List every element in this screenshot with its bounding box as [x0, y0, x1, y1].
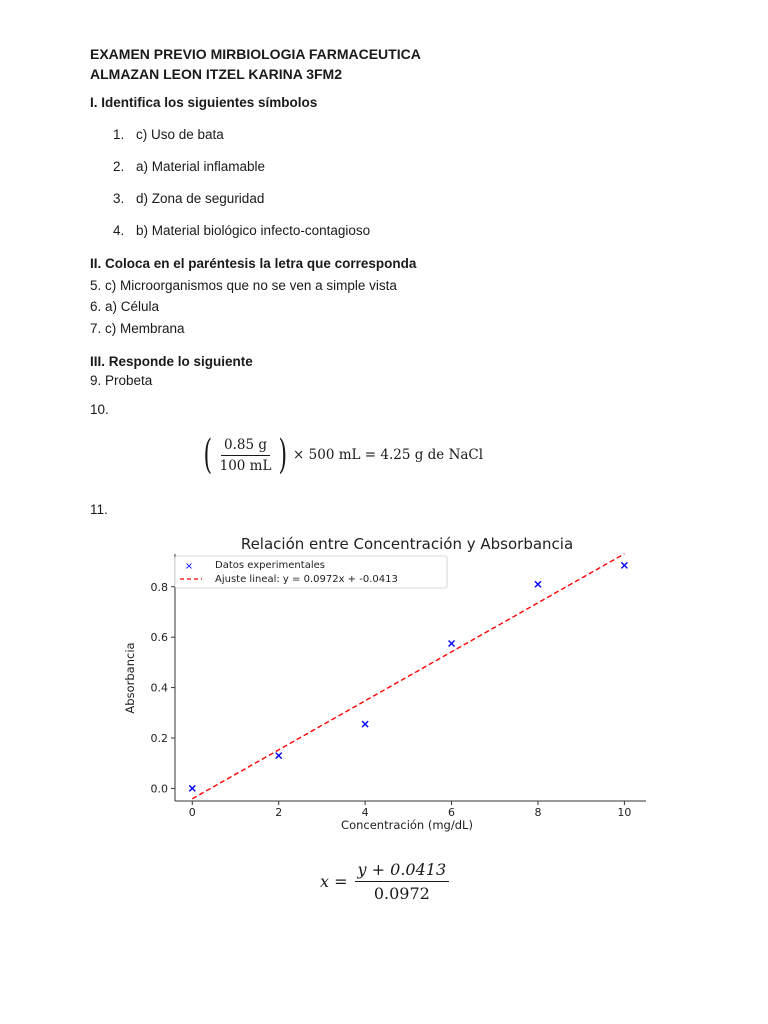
list-item-number: 3.: [113, 191, 125, 206]
question-number: 11.: [90, 502, 108, 517]
section-2-title: II. Coloca en el paréntesis la letra que corresponda: [90, 256, 417, 271]
y-tick-label: 0.0: [150, 782, 168, 796]
nacl-equation: [200, 432, 483, 478]
formula-numerator: y + 0.0413: [355, 860, 450, 882]
answer-line: 6. a) Célula: [90, 299, 160, 314]
data-point: [535, 581, 541, 587]
list-item-number: 1.: [113, 127, 125, 142]
data-point: [189, 785, 195, 791]
list-item-number: 2.: [113, 159, 125, 174]
legend-entry-data: Datos experimentales: [215, 560, 325, 571]
left-paren: (: [203, 432, 213, 478]
y-tick-label: 0.4: [150, 681, 168, 695]
data-point: [621, 562, 627, 568]
student-name: ALMAZAN LEON ITZEL KARINA 3FM2: [90, 66, 342, 82]
fraction: [217, 437, 275, 474]
section-3-title: III. Responde lo siguiente: [90, 354, 253, 369]
x-tick-label: 0: [188, 806, 196, 819]
legend-entry-fit: Ajuste lineal: y = 0.0972x + -0.0413: [215, 574, 398, 585]
list-item-text: c) Uso de bata: [136, 127, 224, 142]
x-tick-label: 10: [617, 806, 632, 819]
plot-area: [151, 554, 647, 819]
right-paren: ): [278, 432, 288, 478]
data-point: [276, 753, 282, 759]
section-1-title: I. Identifica los siguientes símbolos: [90, 95, 318, 110]
y-tick-label: 0.8: [150, 580, 168, 594]
equation-rest: × 500 mL = 4.25 g de NaCl: [293, 447, 484, 463]
question-number: 10.: [90, 402, 109, 417]
data-point: [449, 640, 455, 646]
data-point: [362, 721, 368, 727]
answer-line: 9. Probeta: [90, 373, 153, 388]
exam-title: EXAMEN PREVIO MIRBIOLOGIA FARMACEUTICA: [90, 46, 421, 62]
answer-line: 7. c) Membrana: [90, 321, 185, 336]
fit-line: [192, 554, 624, 799]
x-tick-label: 4: [361, 806, 369, 819]
formula-lhs: x =: [320, 872, 348, 891]
y-axis-label: Absorbancia: [123, 642, 137, 714]
absorbance-chart: [118, 528, 658, 833]
x-tick-label: 2: [275, 806, 283, 819]
legend-marker-x: ×: [184, 561, 194, 572]
list-item-text: b) Material biológico infecto-contagioso: [136, 223, 371, 238]
solved-formula: [320, 860, 450, 903]
chart-title: Relación entre Concentración y Absorbancia: [240, 535, 574, 553]
legend: [175, 556, 447, 588]
x-tick-label: 6: [448, 806, 456, 819]
formula-denominator: 0.0972: [373, 884, 430, 903]
x-tick-label: 8: [534, 806, 542, 819]
formula-fraction: [355, 860, 450, 903]
fraction-numerator: 0.85 g: [221, 437, 270, 456]
list-item-number: 4.: [113, 223, 125, 238]
y-tick-label: 0.6: [150, 631, 168, 645]
fraction-denominator: 100 mL: [219, 457, 272, 474]
list-item-text: d) Zona de seguridad: [136, 191, 265, 206]
list-item-text: a) Material inflamable: [136, 159, 266, 174]
answer-line: 5. c) Microorganismos que no se ven a simple vista: [90, 278, 397, 293]
y-tick-label: 0.2: [150, 731, 168, 745]
x-axis-label: Concentración (mg/dL): [341, 818, 473, 832]
